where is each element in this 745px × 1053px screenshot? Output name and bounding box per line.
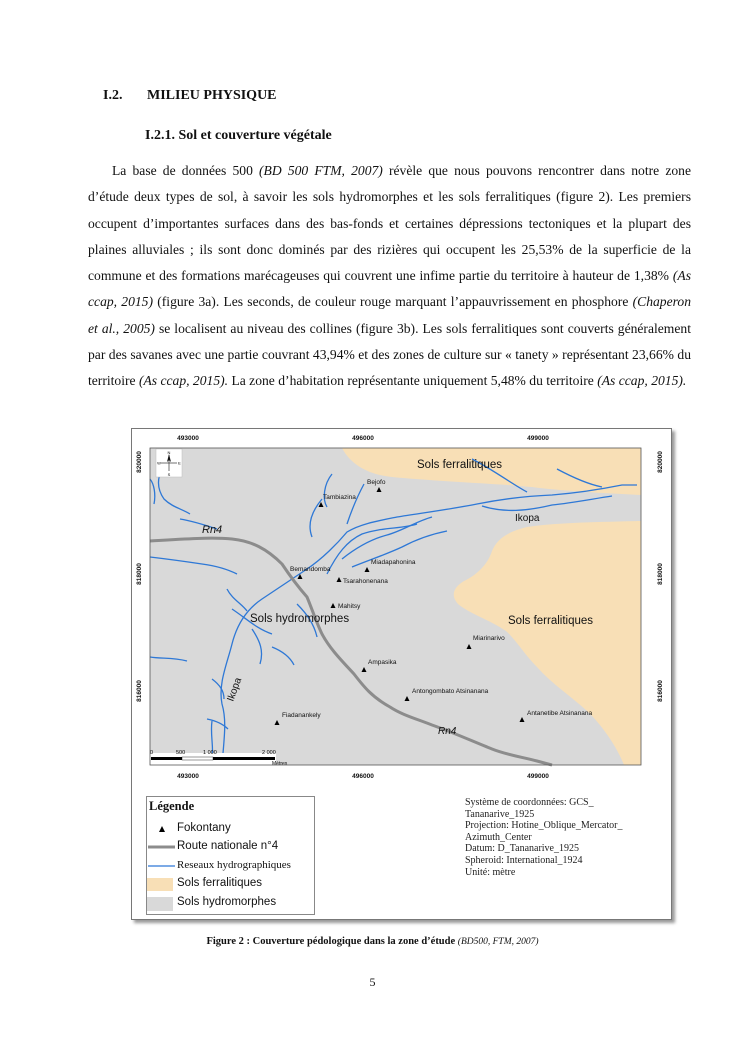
label-river-ikopa-left: Ikopa [225, 676, 245, 704]
east-label: E [178, 460, 181, 466]
river-line-icon [147, 858, 177, 876]
citation: (BD 500 FTM, 2007) [259, 163, 383, 178]
ferralitique-swatch-icon [147, 876, 177, 894]
fokontany-label: Miadapahonina [371, 559, 416, 566]
legend-item-hydromorphes: Sols hydromorphes [147, 895, 314, 913]
paragraph-text: La zone d’habitation représentante uniquement 5,48% du territoire [228, 373, 598, 389]
label-sols-ferralitiques-top: Sols ferralitiques [417, 459, 503, 471]
caption-main: Figure 2 : Couverture pédologique dans la zone d’étude [206, 936, 456, 947]
coordinate-system-info: Système de coordonnées: GCS_ Tananarive_1925 Projection: Hotine_Oblique_Mercator_ Azimuth_Center Datum: D_Tananarive_1925 Spheroid: International_1924 Unité: mètre [465, 797, 623, 878]
section-title: MILIEU PHYSIQUE [147, 88, 277, 103]
west-label: W [157, 460, 161, 466]
figure-caption [0, 936, 745, 947]
fokontany-marker [337, 577, 389, 585]
fokontany-label: Miarinarivo [473, 635, 505, 642]
y-tick-right-818000: 818000 [657, 563, 664, 585]
legend-item-fokontany: Fokontany [147, 821, 314, 839]
y-tick-left-818000: 818000 [136, 563, 143, 585]
fokontany-label: Bemandomba [290, 566, 331, 573]
y-tick-right-820000: 820000 [657, 451, 664, 473]
y-tick-right-816000: 816000 [657, 680, 664, 702]
map-legend [146, 796, 315, 915]
label-road-rn4-top: Rn4 [202, 524, 223, 536]
fokontany-label: Antongombato Atsinanana [412, 688, 489, 695]
scale-tick-500: 500 [176, 750, 186, 756]
citation: (As ccap, 2015). [597, 373, 687, 389]
scale-tick-0: 0 [150, 750, 154, 756]
legend-item-ferralitiques: Sols ferralitiques [147, 876, 314, 894]
body-paragraph [88, 158, 691, 395]
legend-title: Légende [149, 799, 195, 813]
label-sols-hydromorphes: Sols hydromorphes [250, 613, 350, 625]
label-road-rn4-bottom: Rn4 [438, 726, 457, 737]
citation: (Chaperon et al., 2005) [88, 294, 691, 336]
x-tick-bottom-499000: 499000 [527, 773, 549, 780]
legend-item-reseaux: Reseaux hydrographiques [147, 858, 314, 876]
fokontany-label: Mahitsy [338, 603, 361, 610]
x-tick-top-496000: 496000 [352, 435, 374, 442]
citation: (As ccap, 2015) [88, 268, 691, 310]
section-number: I.2. [103, 88, 123, 103]
paragraph-text: se localisent au niveau des collines (figure 3b). Les sols ferralitiques sont couverts généralement par des savanes avec une partie couvrant 43,94% et des zones de culture sur « tanety » représentant 23,66% du territoire [88, 320, 691, 389]
fokontany-label: Fiadanankely [282, 712, 321, 719]
x-tick-bottom-493000: 493000 [177, 773, 199, 780]
north-label: N [167, 450, 171, 455]
citation: (As ccap, 2015). [138, 373, 229, 389]
caption-source: (BD500, FTM, 2007) [457, 937, 539, 947]
x-tick-top-499000: 499000 [527, 435, 549, 442]
paragraph-text: (figure 3a). Les seconds, de couleur rouge marquant l’appauvrissement en phosphore [153, 294, 633, 310]
hydromorphe-swatch-icon [147, 895, 177, 913]
label-river-ikopa-right: Ikopa [515, 513, 540, 524]
scale-unit: Mètres [272, 761, 288, 767]
fokontany-label: Tambiazina [323, 494, 356, 501]
scale-tick-2000: 2 000 [262, 750, 276, 756]
x-tick-bottom-496000: 496000 [352, 773, 374, 780]
north-arrow [156, 449, 182, 477]
triangle-icon [147, 821, 177, 839]
fokontany-label: Bejofo [367, 479, 386, 486]
fokontany-label: Antanetibe Atsinanana [527, 710, 593, 717]
page-number: 5 [369, 975, 376, 989]
fokontany-label: Ampasika [368, 659, 397, 666]
y-tick-left-816000: 816000 [136, 680, 143, 702]
south-label: S [167, 472, 171, 477]
road-line-icon [147, 839, 177, 857]
fokontany-label: Tsarahonenana [343, 578, 388, 585]
figure-2 [131, 428, 672, 920]
x-tick-top-493000: 493000 [177, 435, 199, 442]
section-heading [103, 88, 277, 104]
scale-tick-1000: 1 000 [203, 750, 217, 756]
legend-item-route: Route nationale n°4 [147, 839, 314, 857]
paragraph-text: La base de données 500 [112, 163, 260, 178]
y-tick-left-820000: 820000 [136, 451, 143, 473]
paragraph-text: révèle que nous pouvons rencontrer dans notre zone d’étude deux types de sol, à savoir les sols hydromorphes et les sols ferralitiques (figure 2). Les premiers occupent d’importantes surfaces dans des bas-fonds et certaines dépressions tectoniques et la plupart des plaines alluviales ; ils sont donc dominés par des rizières qui occupent les 25,53% de la superficie de la commune et des formations marécageuses qui couvrent une infime partie du territoire à hauteur de 1,38% [88, 163, 691, 284]
label-sols-ferralitiques-right: Sols ferralitiques [508, 615, 594, 627]
subsection-heading: I.2.1. Sol et couverture végétale [145, 128, 332, 143]
